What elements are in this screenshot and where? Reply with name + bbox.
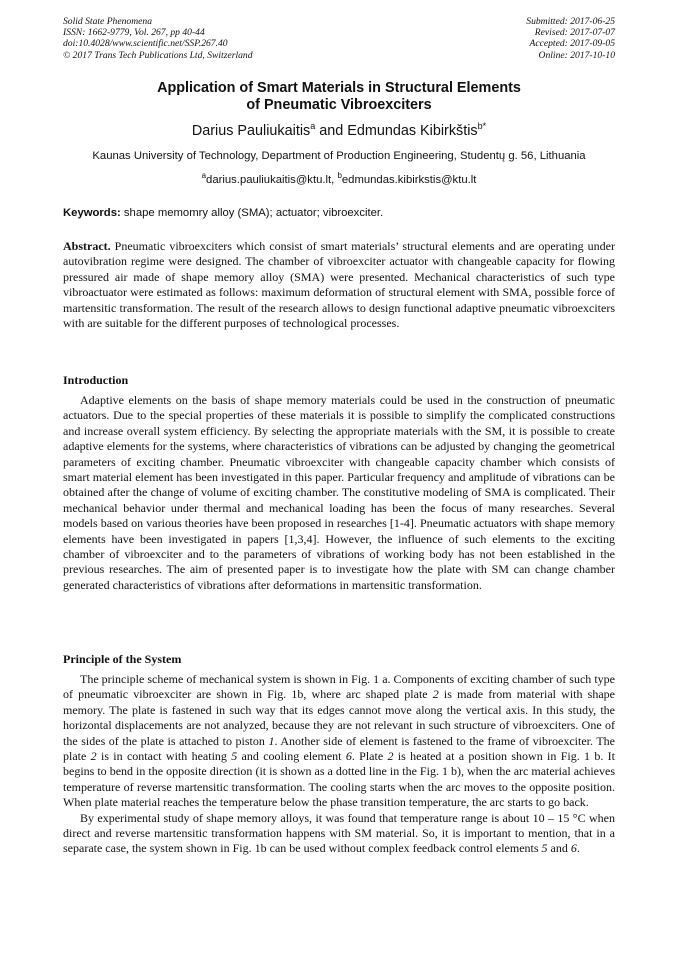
author-list xyxy=(63,121,615,139)
paper-title xyxy=(63,80,615,114)
email-b-mark: b xyxy=(337,171,342,180)
submission-dates xyxy=(526,16,615,61)
author-2-affil-mark: b* xyxy=(477,121,487,131)
principle-section xyxy=(63,672,615,857)
issn-line: ISSN: 1662-9779, Vol. 267, pp 40-44 xyxy=(63,27,205,39)
accepted-date: Accepted: 2017-09-05 xyxy=(529,38,615,50)
abstract-label: Abstract. xyxy=(63,239,111,253)
title-line-1: Application of Smart Materials in Structural Elements xyxy=(157,80,521,96)
journal-name: Solid State Phenomena xyxy=(63,16,152,27)
author-1-affil-mark: a xyxy=(310,121,316,131)
introduction-heading: Introduction xyxy=(63,373,129,387)
email-a[interactable]: darius.pauliukaitis@ktu.lt, xyxy=(206,173,338,186)
online-date: Online: 2017-10-10 xyxy=(538,49,615,61)
copyright-line: © 2017 Trans Tech Publications Ltd, Switzerland xyxy=(63,49,253,61)
keywords-text: shape memomry alloy (SMA); actuator; vibroexciter. xyxy=(120,207,384,219)
revised-date: Revised: 2017-07-07 xyxy=(534,27,615,39)
email-b[interactable]: edmundas.kibirkstis@ktu.lt xyxy=(341,173,477,186)
author-2: Edmundas Kibirkštis xyxy=(347,122,478,139)
title-line-2: of Pneumatic Vibroexciters xyxy=(246,97,432,113)
keywords xyxy=(63,207,383,219)
author-conjunction: and xyxy=(315,122,348,139)
affiliation: Kaunas University of Technology, Department of Production Engineering, Studentų g. 56, Lithuania xyxy=(92,150,586,162)
abstract xyxy=(63,239,615,331)
submitted-date: Submitted: 2017-06-25 xyxy=(526,16,615,27)
email-a-mark: a xyxy=(201,171,207,180)
author-1: Darius Pauliukaitis xyxy=(191,122,311,139)
abstract-text: Pneumatic vibroexciters which consist of smart materials’ structural elements and are operating under autovibration regime were designed. The chamber of vibroexciter actuator with changeable capacity for flowing pressured air made of shape memory alloy (SMA) were presented. Mechanical characteristics of such type vibroactuator were estimated as follows: maximum deformation of structural element with SMA, possible force of martensitic transformation. The result of the research allows to design functional adaptive pneumatic vibroexciters with are suitable for the different purposes of technological processes. xyxy=(63,239,615,331)
author-emails xyxy=(63,171,615,186)
keywords-label: Keywords: xyxy=(63,207,121,219)
introduction-text: Adaptive elements on the basis of shape memory materials could be used in the construction of pneumatic actuators. Due to the special properties of these materials it is possible to simplify the complicated constructions and increase overall system efficiency. By selecting the appropriate materials with the SM, it is possible to create adaptive elements for the systems, where characteristics of vibrations can be adjusted by changing the geometrical parameters of exciting chamber. Pneumatic vibroexciter with changeable capacity chamber which consists of smart material element has been investigated in this paper. Particular frequency and amplitude of vibrations can be obtained after the change of volume of exciting chamber. The constitutive modeling of SMA is complicated. Their mechanical behavior under thermal and mechanical loading has been the focus of many researches. Several models based on various theories have been proposed in researches [1-4]. Pneumatic actuators with shape memory elements have been investigated in papers [1,3,4]. However, the influence of such elements to the exciting chamber of vibroexciter and to the parameters of vibrations of working body has not been established in the previous researches. The aim of presented paper is to investigate how the plate with SM can change chamber generated characteristics of vibrations after deformations in martensitic transformation. xyxy=(63,393,615,592)
principle-heading: Principle of the System xyxy=(63,652,182,666)
principle-paragraph-2: By experimental study of shape memory alloys, it was found that temperature range is about 10 – 15 °C when direct and reverse martensitic transformation happens with SM material. So, it is important to mention, that in a separate case, the system shown in Fig. 1b can be used without complex feedback control elements 5 and 6. xyxy=(63,810,615,856)
doi-line: doi:10.4028/www.scientific.net/SSP.267.40 xyxy=(63,38,228,50)
journal-info xyxy=(63,16,253,61)
principle-paragraph-1: The principle scheme of mechanical system is shown in Fig. 1 a. Components of exciting chamber of such type of pneumatic vibroexciter are shown in Fig. 1b, where arc shaped plate 2 is made from material with shape memory. The plate is fastened in such way that its edges cannot move along the vertical axis. In this study, the horizontal displacements are not analyzed, because they are not relevant in such structure of vibroexciters. One of the sides of the plate is attached to piston 1. Another side of element is fastened to the frame of vibroexciter. The plate 2 is in contact with heating 5 and cooling element 6. Plate 2 is heated at a position shown in Fig. 1 b. It begins to bend in the opposite direction (it is shown as a dotted line in the Fig. 1 b), when the arc material achieves temperature of reverse martensitic transformation. The cooling starts when the arc moves to the opposite position. When plate material reaches the temperature below the phase transition temperature, the arc starts to go back. xyxy=(63,672,615,810)
